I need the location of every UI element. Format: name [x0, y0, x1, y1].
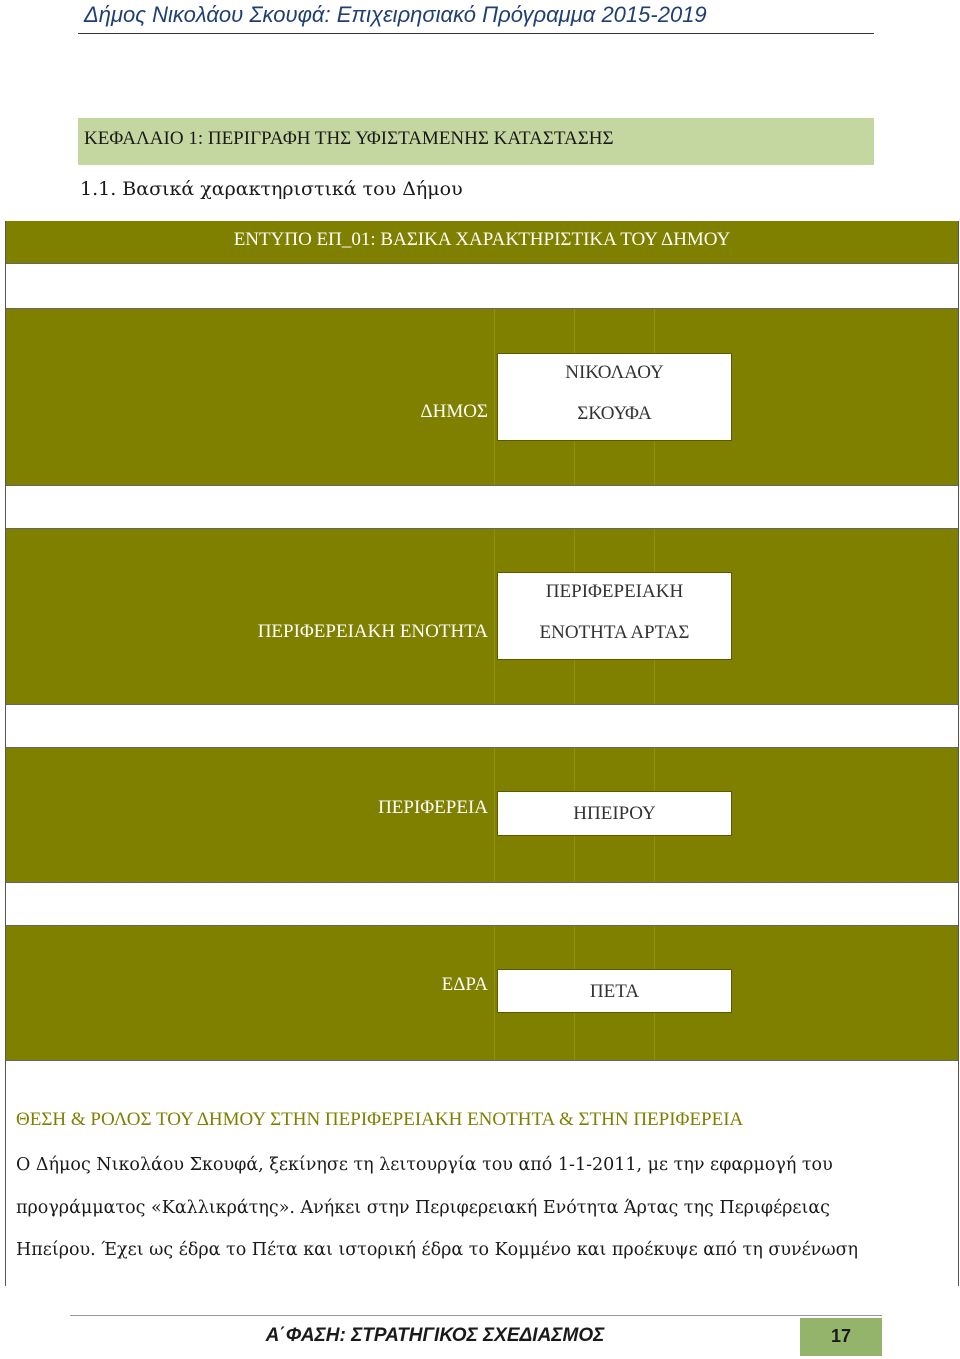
- form-title: ΕΝΤΥΠΟ ΕΠ_01: ΒΑΣΙΚΑ ΧΑΡΑΚΤΗΡΙΣΤΙΚΑ ΤΟΥ ΔΗΜΟΥ: [233, 229, 731, 250]
- field-row-edra: [6, 926, 958, 1060]
- field-row-dimos: [6, 309, 958, 485]
- field-value-perifereia: ΗΠΕΙΡΟΥ: [497, 791, 732, 836]
- field-value-perifereiaki-enotita: [497, 572, 732, 660]
- spacer-row: [6, 485, 958, 529]
- field-row-perifereiaki-enotita: [6, 529, 958, 704]
- role-paragraph-line: Ο Δήμος Νικολάου Σκουφά, ξεκίνησε τη λειτουργία του από 1-1-2011, με την εφαρμογή του: [16, 1155, 833, 1175]
- field-label-dimos: ΔΗΜΟΣ: [420, 401, 488, 422]
- field-row-perifereia: [6, 748, 958, 882]
- spacer-row: [6, 263, 958, 309]
- form-ep01: [5, 221, 959, 1286]
- field-value-edra: ΠΕΤΑ: [497, 969, 732, 1013]
- field-value-dimos: [497, 353, 732, 441]
- spacer-row: [6, 1060, 958, 1106]
- section-title: 1.1. Βασικά χαρακτηριστικά του Δήμου: [80, 178, 463, 200]
- role-paragraph-line: Ηπείρου. Έχει ως έδρα το Πέτα και ιστορική έδρα το Κομμένο και προέκυψε από τη συνένωση: [16, 1240, 859, 1260]
- field-value-pe-line2: ΕΝΟΤΗΤΑ ΑΡΤΑΣ: [539, 622, 690, 643]
- role-paragraph-line: προγράμματος «Καλλικράτης». Ανήκει στην Περιφερειακή Ενότητα Άρτας της Περιφέρειας: [16, 1198, 830, 1218]
- spacer-row: [6, 882, 958, 926]
- footer-phase-box: [70, 1318, 800, 1356]
- chapter-banner: [78, 118, 874, 165]
- field-value-pe-line1: ΠΕΡΙΦΕΡΕΙΑΚΗ: [545, 581, 684, 602]
- spacer-row: [6, 704, 958, 748]
- field-label-edra: ΕΔΡΑ: [441, 974, 488, 995]
- field-label-perifereia: ΠΕΡΙΦΕΡΕΙΑ: [378, 797, 488, 818]
- footer-phase: Α΄ΦΑΣΗ: ΣΤΡΑΤΗΓΙΚΟΣ ΣΧΕΔΙΑΣΜΟΣ: [265, 1325, 605, 1346]
- page-header: [78, 0, 874, 34]
- field-value-dimos-line1: ΝΙΚΟΛΑΟΥ: [565, 362, 664, 383]
- header-title: Δήμος Νικολάου Σκουφά: Επιχειρησιακό Πρόγραμμα 2015-2019: [84, 2, 707, 27]
- role-heading: ΘΕΣΗ & ΡΟΛΟΣ ΤΟΥ ΔΗΜΟΥ ΣΤΗΝ ΠΕΡΙΦΕΡΕΙΑΚΗ ΕΝΟΤΗΤΑ & ΣΤΗΝ ΠΕΡΙΦΕΡΕΙΑ: [16, 1109, 744, 1130]
- field-label-perifereiaki-enotita: ΠΕΡΙΦΕΡΕΙΑΚΗ ΕΝΟΤΗΤΑ: [257, 621, 488, 642]
- footer-rule: [70, 1315, 882, 1316]
- field-value-dimos-line2: ΣΚΟΥΦΑ: [577, 403, 652, 424]
- role-section: [6, 1106, 958, 1286]
- form-title-row: [6, 221, 958, 263]
- page-number-badge: [800, 1318, 882, 1356]
- page-number: 17: [830, 1326, 852, 1346]
- chapter-title: ΚΕΦΑΛΑΙΟ 1: ΠΕΡΙΓΡΑΦΗ ΤΗΣ ΥΦΙΣΤΑΜΕΝΗΣ ΚΑΤΑΣΤΑΣΗΣ: [84, 128, 614, 149]
